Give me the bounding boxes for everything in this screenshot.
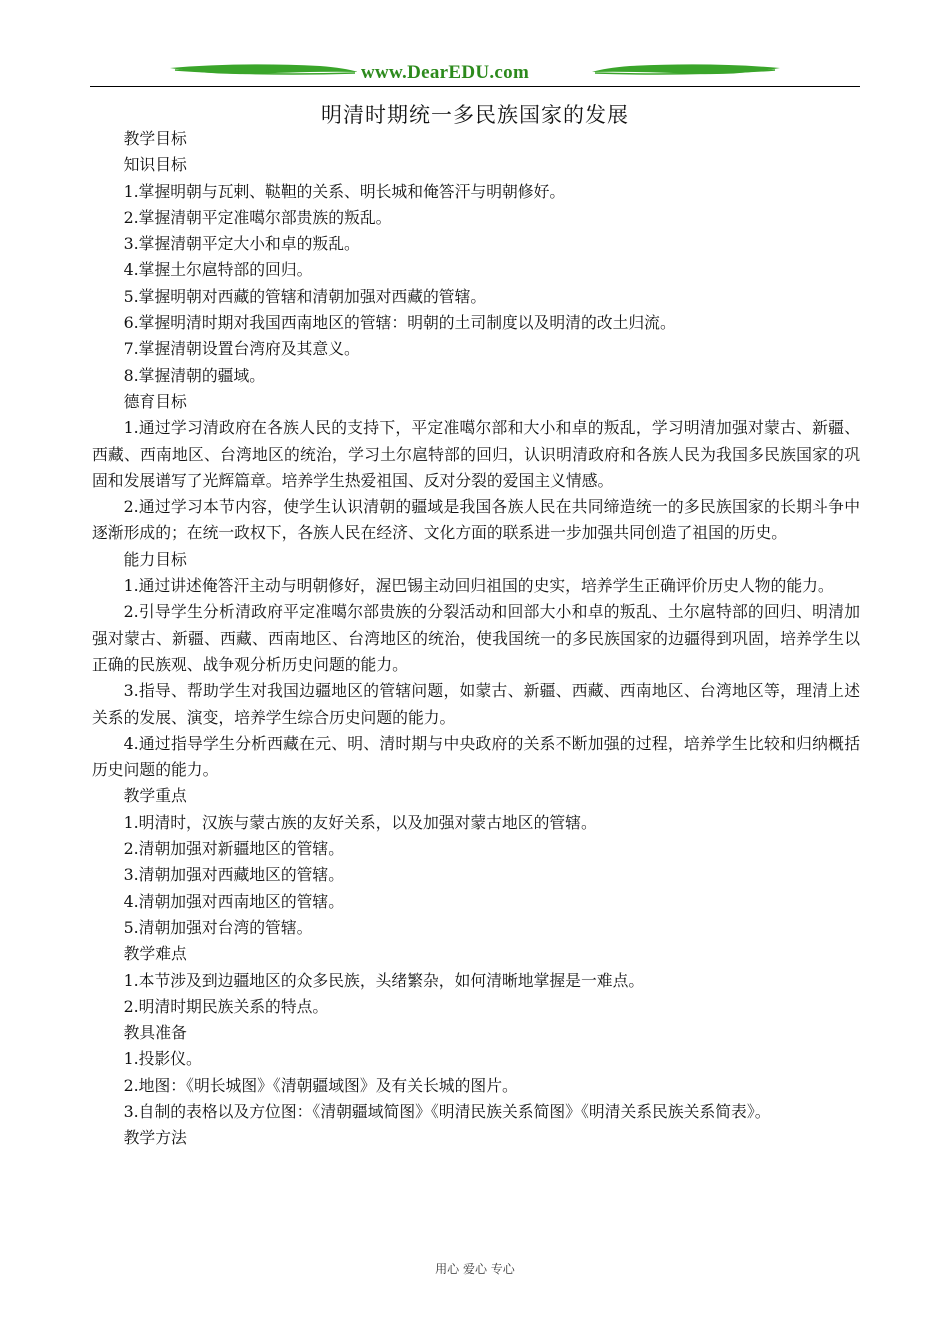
list-item: 2.引导学生分析清政府平定准噶尔部贵族的分裂活动和回部大小和卓的叛乱、土尔扈特部的回归、明清加强对蒙古、新疆、西藏、西南地区、台湾地区的统治，使我国统一的多民族国家的边疆得到巩固，培养学生以正确的民族观、战争观分析历史问题的能力。: [92, 602, 860, 674]
document-body: [92, 126, 860, 1152]
list-item: 3.清朝加强对西藏地区的管辖。: [123, 865, 345, 885]
left-swoosh: [170, 64, 358, 74]
header-divider: [90, 86, 860, 87]
list-item: 2.地图：《明长城图》《清朝疆域图》及有关长城的图片。: [123, 1075, 518, 1095]
subsection-heading: 能力目标: [123, 549, 187, 569]
list-item: 8.掌握清朝的疆域。: [123, 365, 266, 385]
list-item: 1.掌握明朝与瓦剌、鞑靼的关系、明长城和俺答汗与明朝修好。: [123, 181, 566, 201]
list-item: 1.本节涉及到边疆地区的众多民族，头绪繁杂，如何清晰地掌握是一难点。: [123, 970, 645, 990]
subsection-heading: 知识目标: [123, 155, 187, 175]
list-item: 4.清朝加强对西南地区的管辖。: [123, 891, 345, 911]
document-title: 明清时期统一多民族国家的发展: [321, 103, 629, 127]
section-heading: 教学难点: [123, 944, 187, 964]
list-item: 5.清朝加强对台湾的管辖。: [123, 917, 313, 937]
site-logo-text: www.DearEDU.com: [357, 62, 533, 84]
list-item: 7.掌握清朝设置台湾府及其意义。: [123, 339, 360, 359]
list-item: 1.通过学习清政府在各族人民的支持下，平定准噶尔部和大小和卓的叛乱，学习明清加强对蒙古、新疆、西藏、西南地区、台湾地区的统治，学习土尔扈特部的回归，认识明清政府和各族人民为我国多民族国家的巩固和发展谱写了光辉篇章。培养学生热爱祖国、反对分裂的爱国主义情感。: [92, 418, 860, 490]
list-item: 2.通过学习本节内容，使学生认识清朝的疆域是我国各族人民在共同缔造统一的多民族国家的长期斗争中逐渐形成的；在统一政权下，各族人民在经济、文化方面的联系进一步加强共同创造了祖国的历史。: [92, 497, 860, 543]
section-heading: 教学重点: [123, 786, 187, 806]
list-item: 3.自制的表格以及方位图：《清朝疆域简图》《明清民族关系简图》《明清关系民族关系简表》。: [123, 1101, 771, 1121]
list-item: 6.掌握明清时期对我国西南地区的管辖：明朝的土司制度以及明清的改土归流。: [123, 313, 676, 333]
list-item: 1.通过讲述俺答汗主动与明朝修好，渥巴锡主动回归祖国的史实，培养学生正确评价历史人物的能力。: [123, 576, 834, 596]
section-heading: 教学目标: [123, 129, 187, 148]
list-item: 2.清朝加强对新疆地区的管辖。: [123, 839, 345, 859]
section-heading: 教学方法: [123, 1128, 187, 1148]
list-item: 3.指导、帮助学生对我国边疆地区的管辖问题，如蒙古、新疆、西藏、西南地区、台湾地区等，理清上述关系的发展、演变，培养学生综合历史问题的能力。: [92, 681, 860, 727]
list-item: 5.掌握明朝对西藏的管辖和清朝加强对西藏的管辖。: [123, 286, 487, 306]
section-heading: 教具准备: [123, 1023, 187, 1043]
right-swoosh: [592, 64, 780, 74]
list-item: 2.明清时期民族关系的特点。: [123, 996, 329, 1016]
subsection-heading: 德育目标: [123, 391, 187, 411]
list-item: 4.通过指导学生分析西藏在元、明、清时期与中央政府的关系不断加强的过程，培养学生比较和归纳概括历史问题的能力。: [92, 733, 860, 780]
list-item: 4.掌握土尔扈特部的回归。: [123, 260, 313, 280]
page-footer: 用心 爱心 专心: [435, 1262, 515, 1276]
list-item: 2.掌握清朝平定准噶尔部贵族的叛乱。: [123, 207, 392, 227]
list-item: 3.掌握清朝平定大小和卓的叛乱。: [123, 234, 360, 254]
list-item: 1.明清时，汉族与蒙古族的友好关系，以及加强对蒙古地区的管辖。: [123, 812, 597, 832]
list-item: 1.投影仪。: [123, 1049, 202, 1069]
